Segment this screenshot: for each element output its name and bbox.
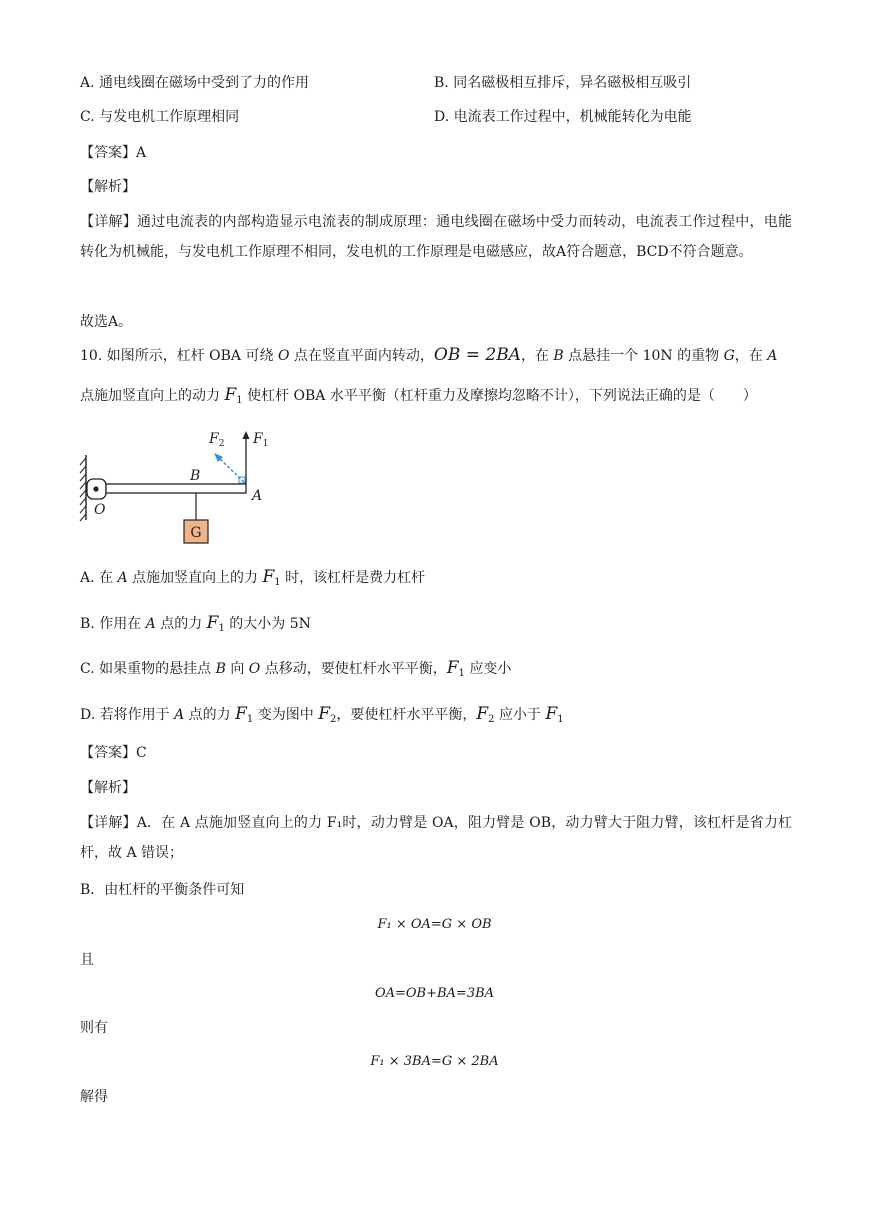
q10-detail-a: 【详解】A．在 A 点施加竖直向上的力 F₁时，动力臂是 OA，阻力臂是 OB，动力臂大于阻力臂，该杠杆是省力杠杆，故 A 错误； (80, 815, 792, 861)
label-b: B (190, 468, 201, 484)
q10-stem-text: 10. 如图所示，杠杆 OBA 可绕 (80, 348, 278, 364)
q10-and: 且 (80, 952, 94, 968)
f1-arrow-head (243, 431, 250, 439)
q9-analysis-heading: 【解析】 (80, 179, 136, 195)
q10-detail-b: B．由杠杆的平衡条件可知 (80, 882, 245, 898)
label-f2: $F_2$ (209, 431, 225, 449)
q10-option-d: D. 若将作用于 A 点的力 $F_1$ 变为图中 $F_2$，要使杠杆水平平衡，$F_2$ 应小于 $F_1$ (80, 704, 564, 725)
q10-answer: 【答案】C (80, 745, 147, 761)
q10-option-c: C. 如果重物的悬挂点 B 向 O 点移动，要使杠杆水平平衡，$F_1$ 应变小 (80, 658, 512, 679)
q10-solve: 解得 (80, 1089, 108, 1105)
q10-then: 则有 (80, 1020, 108, 1036)
q10-stem-text: 点在竖直平面内转动， (289, 348, 434, 364)
q10-equation-1: F₁ × OA=G × OB (377, 917, 492, 932)
label-f1: $F_1$ (253, 431, 269, 449)
lever-figure (78, 425, 278, 550)
q10-equation-2: OA=OB+BA=3BA (374, 986, 495, 1001)
q10-point-a: A (767, 348, 778, 364)
q10-stem-line1 (80, 345, 777, 366)
q10-stem-equation: OB = 2BA (433, 345, 521, 365)
q10-force-f1: $F_1$ (224, 385, 243, 406)
q10-analysis-heading: 【解析】 (80, 780, 136, 796)
q10-equation-3: F₁ × 3BA=G × 2BA (370, 1054, 499, 1069)
weight-label: G (190, 525, 202, 541)
q10-stem-line2 (80, 385, 757, 411)
label-o: O (94, 502, 106, 518)
q9-option-c: C. 与发电机工作原理相同 (80, 109, 240, 125)
q10-stem-text: 点施加竖直向上的动力 (80, 388, 225, 404)
q9-option-d: D. 电流表工作过程中，机械能转化为电能 (434, 109, 692, 125)
q10-weight-g: G (723, 348, 735, 364)
wall-hatch (80, 458, 86, 521)
q10-stem-text: ，在 (734, 348, 768, 364)
q9-conclusion: 故选A。 (80, 314, 133, 330)
f2-arrow-line (219, 458, 244, 482)
q9-answer: 【答案】A (80, 145, 147, 161)
q10-point-b: B (553, 348, 564, 364)
q9-option-b: B. 同名磁极相互排斥，异名磁极相互吸引 (434, 75, 692, 91)
pivot-point (93, 486, 98, 491)
q10-option-b: B. 作用在 A 点的力 $F_1$ 的大小为 5N (80, 613, 311, 634)
lever-bar (106, 484, 246, 493)
q9-detail: 【详解】通过电流表的内部构造显示电流表的制成原理：通电线圈在磁场中受力而转动，电流表工作过程中，电能转化为机械能，与发电机工作原理不相同，发电机的工作原理是电磁感应，故A符合题意，BCD不符合题意。 (80, 214, 792, 260)
q10-stem-text: ，在 (520, 348, 554, 364)
q10-option-a: A. 在 A 点施加竖直向上的力 $F_1$ 时，该杠杆是费力杠杆 (80, 567, 426, 588)
label-a: A (252, 488, 263, 504)
q9-option-a: A. 通电线圈在磁场中受到了力的作用 (80, 75, 310, 91)
q10-stem-text: 使杠杆 OBA 水平平衡（杠杆重力及摩擦均忽略不计），下列说法正确的是（ ） (242, 388, 757, 404)
q10-point-o: O (277, 348, 290, 364)
q10-stem-text: 点悬挂一个 10N 的重物 (563, 348, 724, 364)
